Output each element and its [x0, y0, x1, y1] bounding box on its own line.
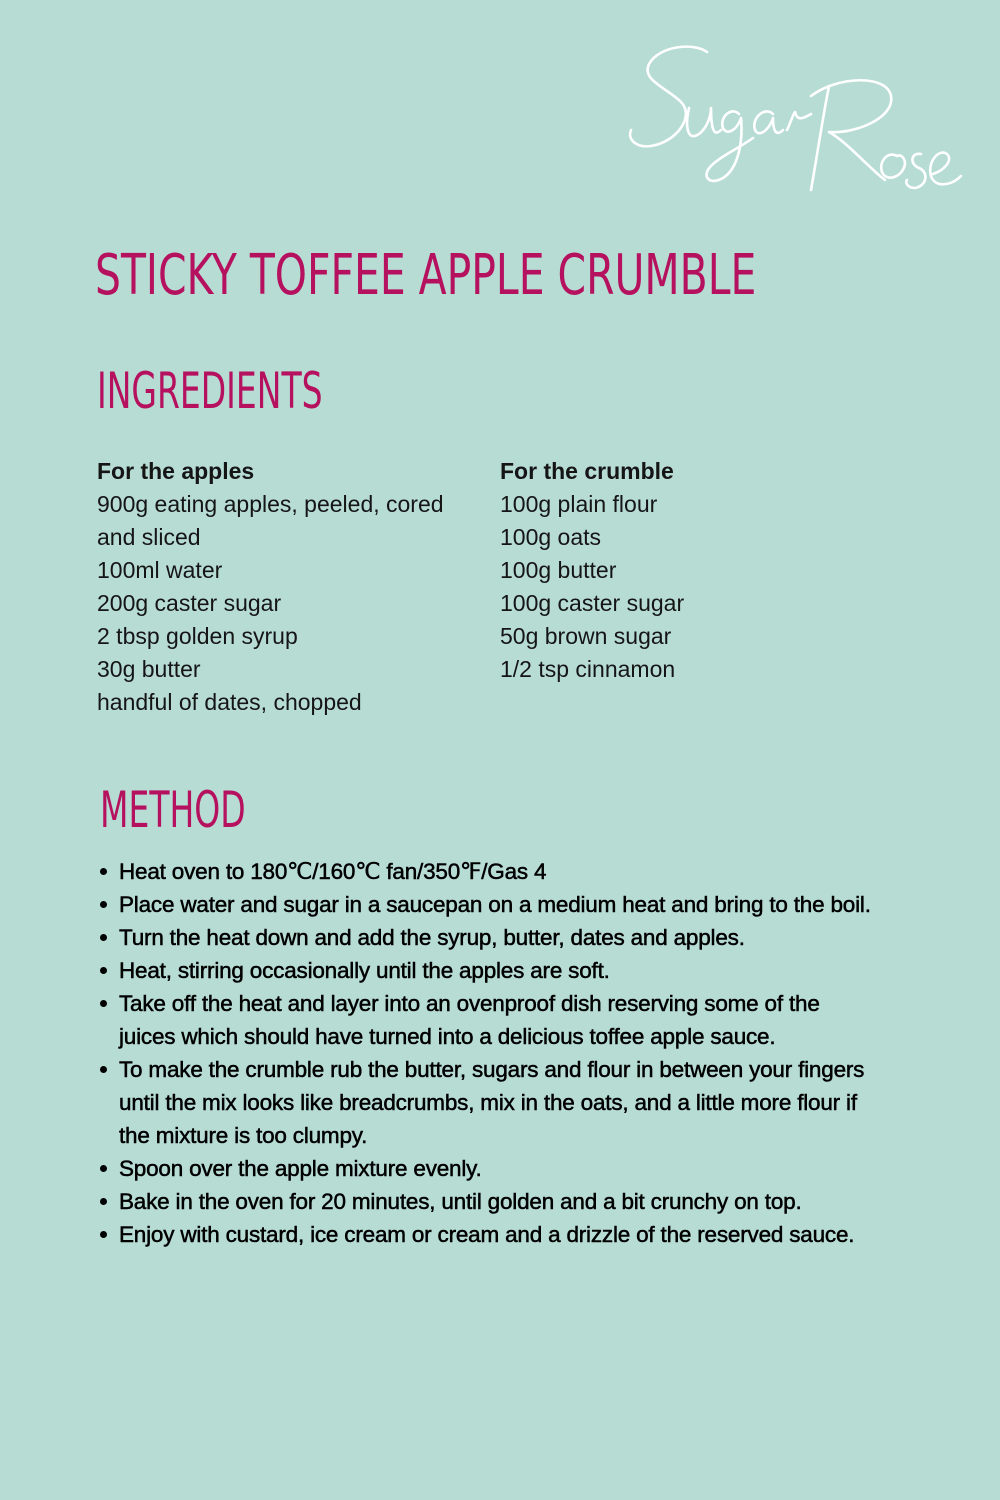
method-step [97, 921, 877, 954]
method-step [97, 1053, 877, 1152]
bullet-icon [100, 868, 107, 875]
ingredient-item: handful of dates, chopped [97, 689, 362, 715]
method-step [97, 954, 877, 987]
method-step [97, 1152, 877, 1185]
ingredient-item: 100ml water [97, 557, 223, 583]
sugar-rose-logo [615, 30, 975, 220]
step-text: Place water and sugar in a saucepan on a medium heat and bring to the boil. [119, 892, 871, 917]
crumble-subheading: For the crumble [500, 458, 674, 484]
step-text: Heat, stirring occasionally until the apples are soft. [119, 958, 610, 983]
bullet-icon [100, 967, 107, 974]
method-step [97, 987, 877, 1053]
bullet-icon [100, 934, 107, 941]
step-text: To make the crumble rub the butter, sugars and flour in between your fingers until the mix looks like breadcrumbs, mix in the oats, and a little more flour if the mixture is too clumpy. [119, 1057, 865, 1148]
bullet-icon [100, 1000, 107, 1007]
method-heading: METHOD [100, 781, 246, 839]
step-text: Take off the heat and layer into an ovenproof dish reserving some of the juices which should have turned into a delicious toffee apple sauce. [119, 991, 820, 1049]
ingredient-item: 100g plain flour [500, 491, 658, 517]
apples-subheading: For the apples [97, 458, 255, 484]
ingredient-item: 30g butter [97, 656, 201, 682]
step-text: Heat oven to 180℃/160℃ fan/350℉/Gas 4 [119, 859, 547, 884]
apples-ingredients [97, 455, 477, 719]
step-text: Turn the heat down and add the syrup, butter, dates and apples. [119, 925, 745, 950]
ingredient-item: 100g oats [500, 524, 602, 550]
method-step [97, 855, 877, 888]
ingredient-item: 2 tbsp golden syrup [97, 623, 298, 649]
step-text: Enjoy with custard, ice cream or cream and a drizzle of the reserved sauce. [119, 1222, 855, 1247]
bullet-icon [100, 1231, 107, 1238]
ingredient-item: 900g eating apples, peeled, cored and sliced [97, 491, 444, 550]
crumble-ingredient-list [500, 488, 860, 686]
crumble-ingredients [500, 455, 860, 686]
method-step [97, 888, 877, 921]
apples-ingredient-list [97, 488, 477, 719]
ingredient-item: 100g caster sugar [500, 590, 685, 616]
ingredients-heading: INGREDIENTS [97, 362, 323, 420]
ingredient-item: 200g caster sugar [97, 590, 282, 616]
ingredient-item: 50g brown sugar [500, 623, 672, 649]
bullet-icon [100, 901, 107, 908]
method-step [97, 1185, 877, 1218]
bullet-icon [100, 1165, 107, 1172]
ingredient-item: 1/2 tsp cinnamon [500, 656, 676, 682]
bullet-icon [100, 1198, 107, 1205]
ingredient-item: 100g butter [500, 557, 617, 583]
bullet-icon [100, 1066, 107, 1073]
step-text: Bake in the oven for 20 minutes, until golden and a bit crunchy on top. [119, 1189, 802, 1214]
method-step [97, 1218, 877, 1251]
recipe-title: STICKY TOFFEE APPLE CRUMBLE [95, 243, 757, 308]
step-text: Spoon over the apple mixture evenly. [119, 1156, 482, 1181]
method-steps [97, 855, 877, 1251]
